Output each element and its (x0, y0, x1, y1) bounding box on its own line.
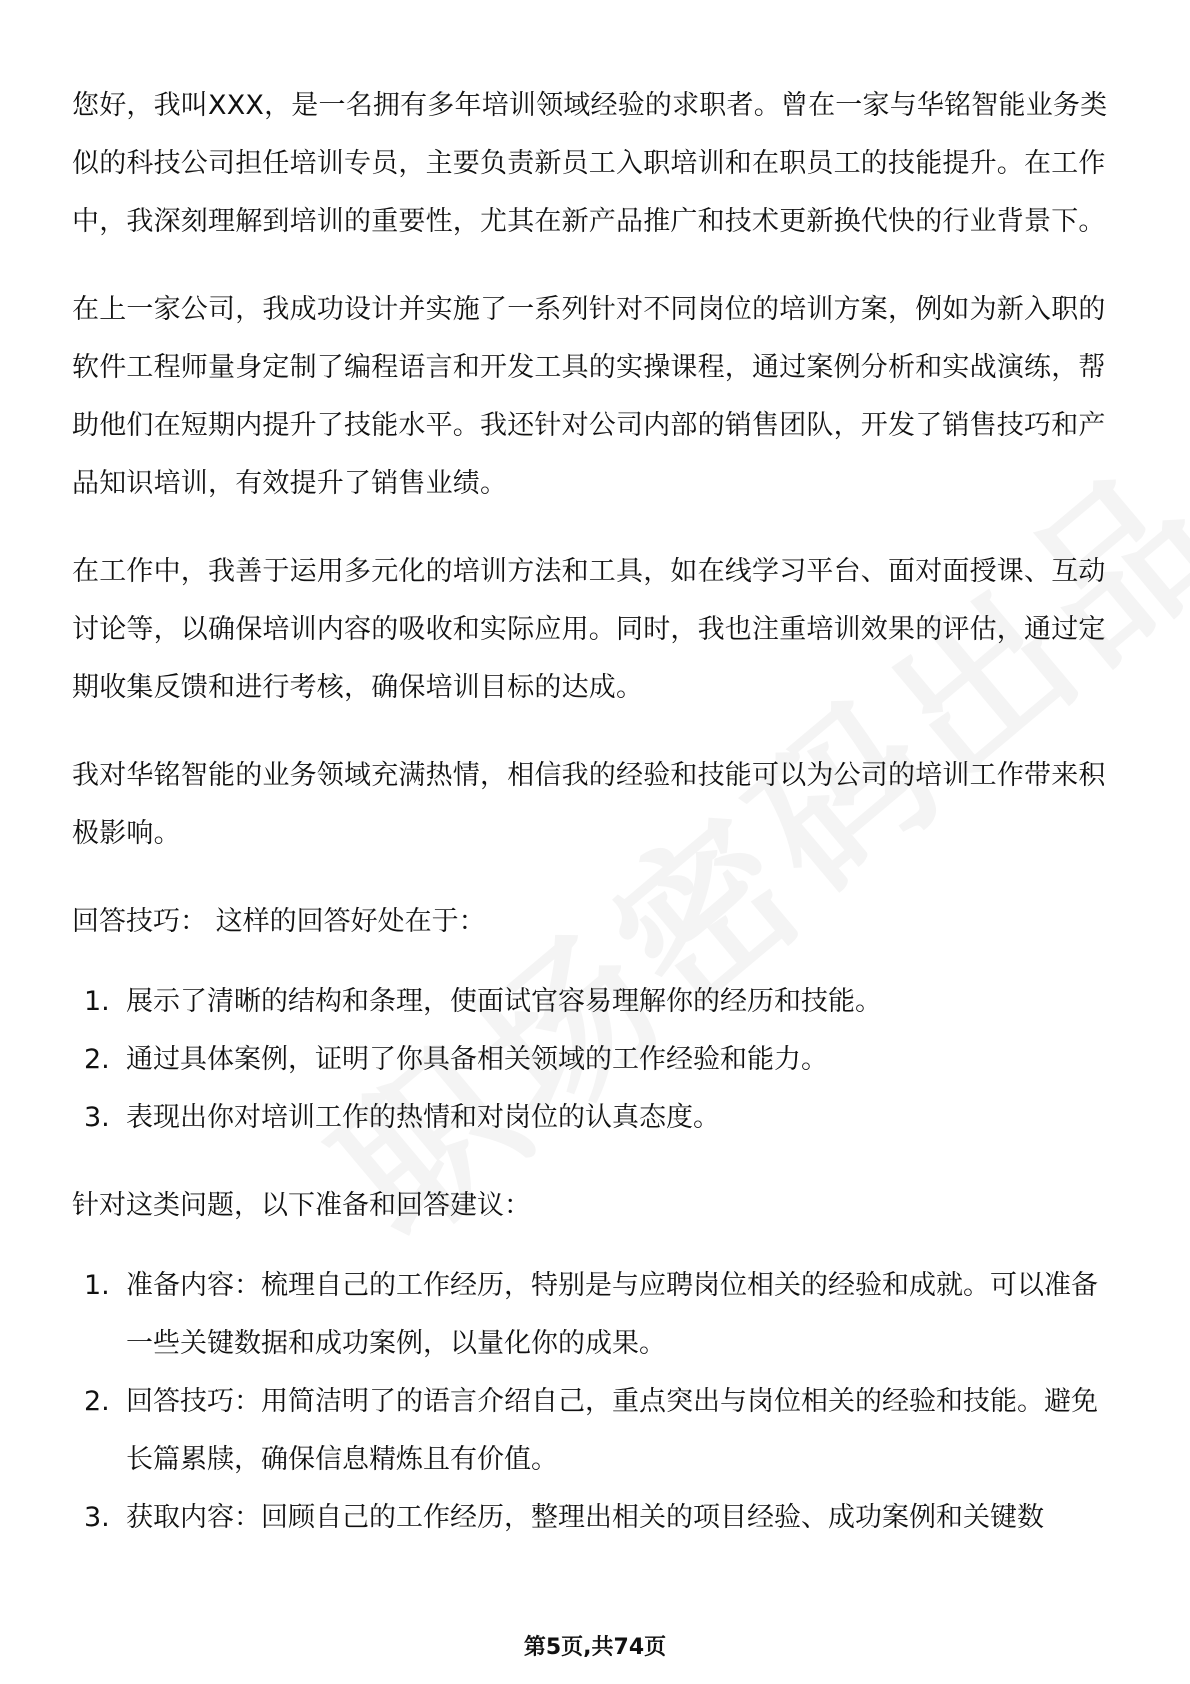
tips-list (72, 973, 1122, 1147)
page-number: 第5页,共74页 (523, 1635, 667, 1660)
list-item (72, 1489, 1122, 1547)
page-content (72, 77, 1122, 1577)
list-number: 2. (84, 1386, 110, 1417)
list-text: 通过具体案例，证明了你具备相关领域的工作经验和能力。 (126, 1044, 828, 1075)
advice-heading: 针对这类问题，以下准备和回答建议： (72, 1190, 531, 1221)
paragraph-methods: 在工作中，我善于运用多元化的培训方法和工具，如在线学习平台、面对面授课、互动讨论等，以确保培训内容的吸收和实际应用。同时，我也注重培训效果的评估，通过定期收集反馈和进行考核，确保培训目标的达成。 (72, 556, 1106, 703)
list-item (72, 1257, 1122, 1373)
list-number: 2. (84, 1044, 110, 1075)
list-number: 3. (84, 1502, 110, 1533)
list-text: 回答技巧：用简洁明了的语言介绍自己，重点突出与岗位相关的经验和技能。避免长篇累牍，确保信息精炼且有价值。 (126, 1386, 1098, 1475)
list-number: 3. (84, 1102, 110, 1133)
list-text: 表现出你对培训工作的热情和对岗位的认真态度。 (126, 1102, 720, 1133)
list-number: 1. (84, 986, 110, 1017)
list-text: 获取内容：回顾自己的工作经历，整理出相关的项目经验、成功案例和关键数 (126, 1502, 1044, 1533)
list-number: 1. (84, 1270, 110, 1301)
list-item (72, 1089, 1122, 1147)
list-text: 准备内容：梳理自己的工作经历，特别是与应聘岗位相关的经验和成就。可以准备一些关键数据和成功案例，以量化你的成果。 (126, 1270, 1098, 1359)
advice-list (72, 1257, 1122, 1547)
tips-heading: 回答技巧： 这样的回答好处在于： (72, 906, 486, 937)
list-item (72, 1031, 1122, 1089)
paragraph-intro: 您好，我叫XXX，是一名拥有多年培训领域经验的求职者。曾在一家与华铭智能业务类似的科技公司担任培训专员，主要负责新员工入职培训和在职员工的技能提升。在工作中，我深刻理解到培训的重要性，尤其在新产品推广和技术更新换代快的行业背景下。 (72, 90, 1108, 237)
paragraph-closing: 我对华铭智能的业务领域充满热情，相信我的经验和技能可以为公司的培训工作带来积极影响。 (72, 760, 1106, 849)
paragraph-experience: 在上一家公司，我成功设计并实施了一系列针对不同岗位的培训方案，例如为新入职的软件工程师量身定制了编程语言和开发工具的实操课程，通过案例分析和实战演练，帮助他们在短期内提升了技能水平。我还针对公司内部的销售团队，开发了销售技巧和产品知识培训，有效提升了销售业绩。 (72, 294, 1106, 499)
list-text: 展示了清晰的结构和条理，使面试官容易理解你的经历和技能。 (126, 986, 882, 1017)
list-item (72, 1373, 1122, 1489)
list-item (72, 973, 1122, 1031)
